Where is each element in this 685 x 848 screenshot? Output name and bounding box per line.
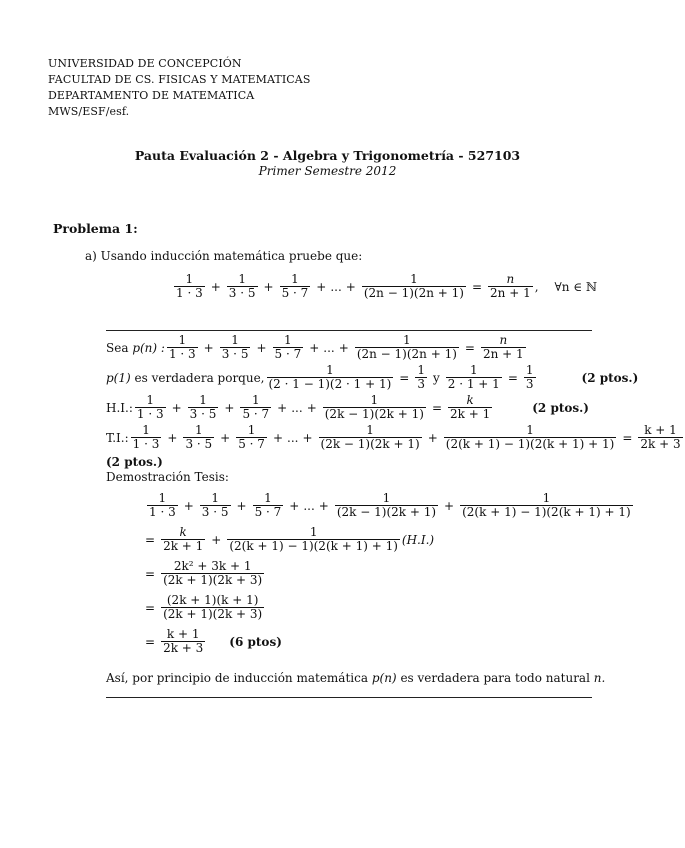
fraction: $\frac{k}{2k + 1}$	[450, 393, 491, 421]
proof-line-5: = $\frac{k + 1}{2k + 3}$ (6 ptos)	[145, 627, 282, 655]
base-case: p(1) es verdadera porque, $\frac{1}{(2 \cdot 1 - 1)(2 \cdot 1 + 1)}$ = $\frac{1}{3}$ y $\frac{1}{2 \cdot 1 + 1}$ = $\frac{1}{3}$ (2 ptos.)	[106, 363, 639, 391]
fraction: $\frac{1}{5 \cdot 7}$	[281, 272, 309, 300]
fraction: $\frac{1}{5 \cdot 7}$	[238, 423, 265, 451]
proof-line-1: $\frac{1}{1 \cdot 3}$ + $\frac{1}{3 \cdot 5}$ + $\frac{1}{5 \cdot 7}$ + ... + $\frac{1}{(2k - 1)(2k + 1)}$ + $\frac{1}{(2(k + 1) - 1)(2(k + 1) + 1)}$	[149, 491, 631, 519]
fraction: $\frac{(2k + 1)(k + 1)}{(2k + 1)(2k + 3)}$	[163, 593, 263, 621]
page-subtitle: Primer Semestre 2012	[258, 164, 397, 178]
fraction: $\frac{1}{(2(k + 1) - 1)(2(k + 1) + 1)}$	[445, 423, 615, 451]
fraction: $\frac{1}{(2 \cdot 1 - 1)(2 \cdot 1 + 1)}$	[268, 363, 392, 391]
points-badge: (2 ptos.)	[581, 370, 639, 385]
department-name: DEPARTAMENTO DE MATEMATICA	[48, 89, 255, 102]
page-title: Pauta Evaluación 2 - Algebra y Trigonometría - 527103	[134, 148, 521, 163]
conclusion: Así, por principio de inducción matemática p(n) es verdadera para todo natural n.	[106, 671, 606, 685]
fraction: $\frac{1}{3 \cdot 5}$	[228, 272, 256, 300]
fraction: $\frac{1}{(2n - 1)(2n + 1)}$	[356, 333, 457, 361]
proof-line-3: = $\frac{\text{2k² + 3k + 1}}{(2k + 1)(2k + 3)}$	[145, 559, 263, 587]
fraction: $\frac{1}{(2k - 1)(2k + 1)}$	[336, 491, 437, 519]
fraction: $\frac{k + 1}{2k + 3}$	[640, 423, 681, 451]
definition-pn: Sea p(n) : $\frac{1}{1 \cdot 3}$ + $\frac{1}{3 \cdot 5}$ + $\frac{1}{5 \cdot 7}$ + ... + $\frac{1}{(2n - 1)(2n + 1)}$ = $\frac{n}{2n + 1}$	[106, 333, 524, 361]
points-badge: (2 ptos.)	[106, 455, 163, 469]
problem-heading: Problema 1:	[53, 221, 138, 236]
fraction: $\frac{1}{3 \cdot 5}$	[221, 333, 249, 361]
statement-equation: $\frac{1}{1 \cdot 3}$ + $\frac{1}{3 \cdot 5}$ + $\frac{1}{5 \cdot 7}$ + ... + $\frac{1}{(2n - 1)(2n + 1)}$ = $\frac{n}{2n + 1}$ , ∀n ∈ ℕ	[176, 272, 597, 300]
document-code: MWS/ESF/esf.	[48, 105, 130, 118]
proof-line-2: = $\frac{k}{2k + 1}$ + $\frac{1}{(2(k + 1) - 1)(2(k + 1) + 1)}$ (H.I.)	[145, 525, 435, 553]
fraction: $\frac{k}{2k + 1}$	[163, 525, 204, 553]
fraction: $\frac{1}{5 \cdot 7}$	[242, 393, 270, 421]
fraction: $\frac{1}{1 \cdot 3}$	[132, 423, 160, 451]
fraction: $\frac{1}{1 \cdot 3}$	[136, 393, 164, 421]
proof-heading: Demostración Tesis:	[106, 470, 229, 484]
fraction: $\frac{1}{3}$	[417, 363, 425, 391]
faculty-name: FACULTAD DE CS. FISICAS Y MATEMATICAS	[48, 73, 311, 86]
solution-top-rule	[106, 330, 592, 331]
inductive-hypothesis: H.I.: $\frac{1}{1 \cdot 3}$ + $\frac{1}{3 \cdot 5}$ + $\frac{1}{5 \cdot 7}$ + ... + $\frac{1}{(2k - 1)(2k + 1)}$ = $\frac{k}{2k + 1}$ (2 ptos.)	[106, 393, 589, 421]
inductive-thesis: T.I.: $\frac{1}{1 \cdot 3}$ + $\frac{1}{3 \cdot 5}$ + $\frac{1}{5 \cdot 7}$ + ... + $\frac{1}{(2k - 1)(2k + 1)}$ + $\frac{1}{(2(k + 1) - 1)(2(k + 1) + 1)}$ = $\frac{k + 1}{2k + 3}$	[106, 423, 681, 451]
fraction: $\frac{k + 1}{2k + 3}$	[163, 627, 204, 655]
fraction: $\frac{\text{2k² + 3k + 1}}{(2k + 1)(2k + 3)}$	[163, 559, 263, 587]
fraction: $\frac{n}{2n + 1}$	[490, 272, 531, 300]
fraction: $\frac{1}{3}$	[525, 363, 534, 391]
forall-quantifier: ∀n ∈ ℕ	[554, 279, 597, 294]
fraction: $\frac{1}{2 \cdot 1 + 1}$	[447, 363, 500, 391]
fraction: $\frac{1}{5 \cdot 7}$	[274, 333, 302, 361]
solution-bottom-rule	[106, 697, 592, 698]
fraction: $\frac{1}{(2n - 1)(2n + 1)}$	[363, 272, 464, 300]
points-badge: (2 ptos.)	[532, 400, 589, 415]
fraction: $\frac{1}{(2k - 1)(2k + 1)}$	[320, 423, 420, 451]
fraction: $\frac{n}{2n + 1}$	[482, 333, 524, 361]
fraction: $\frac{1}{1 \cdot 3}$	[176, 272, 203, 300]
fraction: $\frac{1}{(2k - 1)(2k + 1)}$	[324, 393, 424, 421]
fraction: $\frac{1}{(2(k + 1) - 1)(2(k + 1) + 1)}$	[462, 491, 631, 519]
fraction: $\frac{1}{(2(k + 1) - 1)(2(k + 1) + 1)}$	[229, 525, 398, 553]
university-name: UNIVERSIDAD DE CONCEPCIÓN	[48, 57, 242, 70]
fraction: $\frac{1}{1 \cdot 3}$	[149, 491, 176, 519]
fraction: $\frac{1}{3 \cdot 5}$	[185, 423, 213, 451]
fraction: $\frac{1}{5 \cdot 7}$	[254, 491, 282, 519]
fraction: $\frac{1}{3 \cdot 5}$	[201, 491, 229, 519]
points-badge: (6 ptos)	[229, 634, 282, 649]
fraction: $\frac{1}{3 \cdot 5}$	[189, 393, 217, 421]
proof-line-4: = $\frac{(2k + 1)(k + 1)}{(2k + 1)(2k + 3)}$	[145, 593, 263, 621]
part-a-statement: a) Usando inducción matemática pruebe que:	[85, 249, 363, 263]
fraction: $\frac{1}{1 \cdot 3}$	[168, 333, 196, 361]
